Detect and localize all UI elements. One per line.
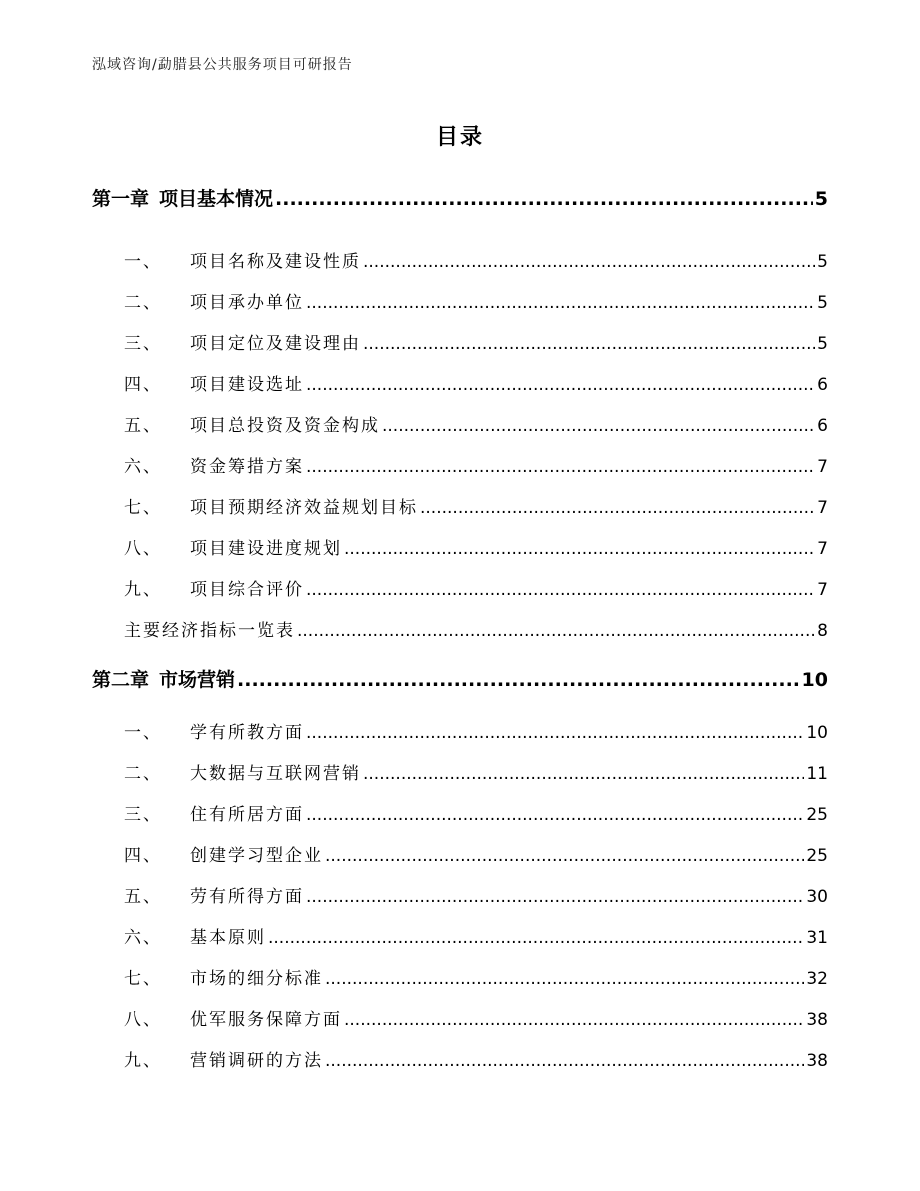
toc-entry[interactable] <box>124 718 828 743</box>
section-title: 创建学习型企业 <box>190 846 323 866</box>
section-number: 二、 <box>124 764 162 784</box>
toc-entry[interactable] <box>124 1005 828 1030</box>
toc-entry[interactable] <box>124 1046 828 1071</box>
toc-chapter-1[interactable] <box>92 184 828 211</box>
section-number: 三、 <box>124 805 162 825</box>
page-number: 38 <box>806 1051 828 1071</box>
toc-entry[interactable] <box>124 759 828 784</box>
page-number: 6 <box>817 416 828 436</box>
leader-dots <box>344 1010 804 1030</box>
page-number: 7 <box>817 498 828 518</box>
toc-entry[interactable] <box>124 575 828 600</box>
leader-dots <box>306 887 804 907</box>
page-number: 30 <box>806 887 828 907</box>
page-number: 31 <box>806 928 828 948</box>
page-number: 32 <box>806 969 828 989</box>
section-title: 大数据与互联网营销 <box>190 764 361 784</box>
section-number: 五、 <box>124 416 162 436</box>
leader-dots <box>306 580 815 600</box>
toc-chapter-2[interactable] <box>92 665 828 692</box>
running-header: 泓域咨询/勐腊县公共服务项目可研报告 <box>92 57 353 73</box>
leader-dots <box>325 969 804 989</box>
leader-dots <box>306 293 815 313</box>
leader-dots <box>382 416 815 436</box>
page-number: 5 <box>817 334 828 354</box>
toc-entry[interactable] <box>124 247 828 272</box>
page-number: 25 <box>806 846 828 866</box>
page-number: 10 <box>801 669 828 691</box>
section-number: 八、 <box>124 539 162 559</box>
leader-dots <box>420 498 815 518</box>
section-title: 劳有所得方面 <box>190 887 304 907</box>
leader-dots <box>297 621 815 641</box>
page-number: 11 <box>806 764 828 784</box>
toc-entry[interactable] <box>124 329 828 354</box>
page-number: 6 <box>817 375 828 395</box>
section-title: 项目总投资及资金构成 <box>190 416 380 436</box>
page-number: 7 <box>817 580 828 600</box>
toc-entry[interactable] <box>124 493 828 518</box>
section-title: 项目定位及建设理由 <box>190 334 361 354</box>
section-title: 营销调研的方法 <box>190 1051 323 1071</box>
section-title: 学有所教方面 <box>190 723 304 743</box>
page-number: 7 <box>817 457 828 477</box>
section-number: 一、 <box>124 723 162 743</box>
toc-entry[interactable] <box>124 923 828 948</box>
section-title: 项目建设进度规划 <box>190 539 342 559</box>
section-title: 项目综合评价 <box>190 580 304 600</box>
section-title: 优军服务保障方面 <box>190 1010 342 1030</box>
leader-dots <box>306 805 804 825</box>
section-title: 项目预期经济效益规划目标 <box>190 498 418 518</box>
section-number: 七、 <box>124 969 162 989</box>
leader-dots <box>306 375 815 395</box>
section-title: 项目建设选址 <box>190 375 304 395</box>
leader-dots <box>363 764 804 784</box>
toc-entry[interactable] <box>124 534 828 559</box>
toc-entry[interactable] <box>124 964 828 989</box>
toc-title: 目录 <box>435 125 484 150</box>
section-title: 基本原则 <box>190 928 266 948</box>
leader-dots <box>363 334 815 354</box>
leader-dots <box>363 252 815 272</box>
section-title: 资金筹措方案 <box>190 457 304 477</box>
page-number: 5 <box>814 188 828 210</box>
leader-dots <box>325 1051 804 1071</box>
section-number: 九、 <box>124 1051 162 1071</box>
chapter-number: 第二章 <box>92 669 150 691</box>
leader-dots <box>325 846 804 866</box>
leader-dots <box>306 457 815 477</box>
section-number: 三、 <box>124 334 162 354</box>
leader-dots <box>268 928 804 948</box>
page-number: 7 <box>817 539 828 559</box>
leader-dots <box>237 669 800 691</box>
chapter-title: 市场营销 <box>159 669 236 691</box>
chapter-title: 项目基本情况 <box>159 188 274 210</box>
leader-dots <box>306 723 804 743</box>
section-number: 九、 <box>124 580 162 600</box>
toc-entry[interactable] <box>124 841 828 866</box>
section-number: 一、 <box>124 252 162 272</box>
page-number: 25 <box>806 805 828 825</box>
section-number: 四、 <box>124 375 162 395</box>
toc-entry[interactable] <box>124 411 828 436</box>
section-number: 五、 <box>124 887 162 907</box>
toc-entry[interactable] <box>124 882 828 907</box>
section-number: 八、 <box>124 1010 162 1030</box>
section-number: 七、 <box>124 498 162 518</box>
page-number: 5 <box>817 293 828 313</box>
toc-entry[interactable] <box>124 288 828 313</box>
toc-entry[interactable] <box>124 452 828 477</box>
section-number: 二、 <box>124 293 162 313</box>
section-title: 项目承办单位 <box>190 293 304 313</box>
section-number: 六、 <box>124 457 162 477</box>
page-number: 38 <box>806 1010 828 1030</box>
page-number: 10 <box>806 723 828 743</box>
toc-entry[interactable] <box>124 616 828 641</box>
page-number: 8 <box>817 621 828 641</box>
leader-dots <box>275 188 813 210</box>
section-number: 四、 <box>124 846 162 866</box>
section-number: 六、 <box>124 928 162 948</box>
leader-dots <box>344 539 815 559</box>
toc-entry[interactable] <box>124 370 828 395</box>
section-title: 主要经济指标一览表 <box>124 621 295 641</box>
section-title: 项目名称及建设性质 <box>190 252 361 272</box>
chapter-number: 第一章 <box>92 188 150 210</box>
page-number: 5 <box>817 252 828 272</box>
section-title: 市场的细分标准 <box>190 969 323 989</box>
toc-entry[interactable] <box>124 800 828 825</box>
section-title: 住有所居方面 <box>190 805 304 825</box>
